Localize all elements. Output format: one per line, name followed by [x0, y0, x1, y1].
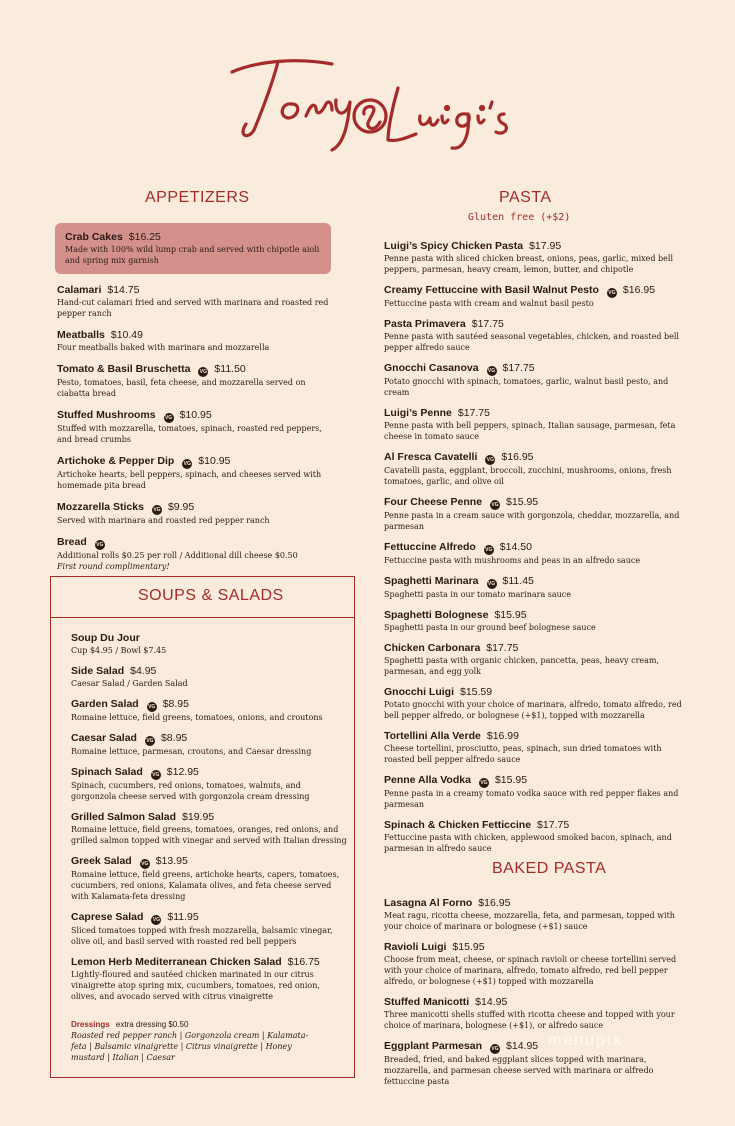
menu-item-name: Pasta Primavera	[384, 318, 466, 330]
menu-item-header	[384, 609, 694, 622]
menu-item-header	[57, 501, 337, 515]
dressings-extra: extra dressing $0.50	[115, 1020, 189, 1029]
vegetarian-icon: VG	[164, 415, 173, 421]
menu-item-name: Greek Salad	[71, 855, 132, 867]
vegetarian-icon: VG	[148, 704, 156, 710]
vegetarian-icon: VG	[199, 369, 208, 375]
menu-item	[71, 632, 347, 656]
menu-item	[57, 284, 337, 319]
menu-item	[384, 240, 694, 275]
menu-item-price: $11.50	[214, 363, 246, 375]
menu-item-description: Fettuccine pasta with mushrooms and peas in an alfredo sauce	[384, 556, 641, 565]
menu-item-description: Meat ragu, ricotta cheese, mozzarella, feta, and parmesan, topped with your choice of marinara or bolognese (+$1) sauce	[384, 911, 675, 931]
menu-item-header	[71, 956, 347, 969]
menu-item-price: $17.75	[486, 642, 519, 654]
menu-item	[384, 1040, 694, 1087]
menu-item-name: Al Fresca Cavatelli	[384, 451, 478, 463]
menu-item-price: $14.95	[506, 1040, 539, 1052]
menu-item	[384, 284, 694, 309]
menu-item	[384, 686, 694, 721]
vegetarian-icon: VG	[152, 772, 160, 778]
menu-item-header	[384, 451, 694, 465]
menu-item-name: Eggplant Parmesan	[384, 1040, 483, 1052]
menu-item-price: $14.50	[499, 541, 532, 553]
menu-item-name: Garden Salad	[71, 698, 139, 710]
menu-item	[57, 455, 337, 491]
menu-item-price: $17.95	[529, 240, 562, 252]
menu-item-description: Breaded, fried, and baked eggplant slices topped with marinara, mozzarella, and parmesan cheese served with marinara or alfredo fettuccine pasta	[384, 1055, 654, 1086]
menu-item-name: Stuffed Manicotti	[384, 996, 470, 1008]
menu-item-header	[71, 698, 347, 712]
menu-item	[384, 541, 694, 566]
menu-item-header	[384, 496, 694, 510]
baked-pasta-title: BAKED PASTA	[492, 860, 607, 877]
menu-item-name: Stuffed Mushrooms	[57, 409, 156, 421]
menu-item-header	[384, 362, 694, 376]
menu-item-price: $14.75	[107, 284, 140, 296]
menu-item-header	[71, 811, 347, 824]
menu-item	[71, 911, 347, 947]
menu-item	[384, 609, 694, 633]
menu-item	[384, 941, 694, 987]
vegetarian-icon: VG	[152, 917, 160, 923]
menu-item-price: $15.95	[506, 496, 539, 508]
menu-item	[55, 223, 331, 274]
menu-item-name: Spinach Salad	[71, 766, 143, 778]
menu-item-price: $8.95	[160, 732, 188, 744]
menu-item-price: $12.95	[166, 766, 199, 778]
dressings-list: Roasted red pepper ranch | Gorgonzola cream | Kalamata-feta | Balsamic vinaigrette | Citrus vinaigrette | Honey mustard | Italian | Caesar	[71, 1031, 309, 1062]
menu-item-price: $15.59	[460, 686, 493, 698]
soups-title: SOUPS & SALADS	[138, 587, 284, 604]
menu-item-header	[71, 732, 347, 746]
menu-item	[57, 501, 337, 526]
menu-item-name: Caprese Salad	[71, 911, 144, 923]
menu-item-description: Made with 100% wild lump crab and served with chipotle aioli and spring mix garnish	[65, 245, 320, 265]
menu-item-name: Grilled Salmon Salad	[71, 811, 177, 823]
menu-item-header	[71, 766, 347, 780]
menu-item	[384, 819, 694, 854]
menu-item-price: $16.95	[478, 897, 511, 909]
menu-item	[57, 329, 337, 353]
menu-item-name: Caesar Salad	[71, 732, 137, 744]
menu-item-description: Potato gnocchi with your choice of marinara, alfredo, tomato alfredo, red bell pepper alfredo, or bolognese (+$1), topped with mozzarella	[384, 700, 682, 720]
restaurant-logo	[220, 44, 520, 164]
menu-item	[384, 642, 694, 677]
dressings	[71, 1019, 319, 1063]
menu-item-header	[71, 665, 347, 678]
menu-item-header	[384, 318, 694, 331]
menu-item-header	[384, 575, 694, 589]
menu-item-name: Spaghetti Marinara	[384, 575, 479, 587]
menu-item-price: $11.95	[167, 911, 199, 923]
menu-item-name: Side Salad	[71, 665, 125, 677]
vegetarian-icon: VG	[183, 461, 191, 467]
menu-item	[71, 732, 347, 757]
menu-item-header	[384, 642, 694, 655]
menu-item-note: First round complimentary!	[57, 562, 170, 571]
menu-item-description: Romaine lettuce, field greens, tomatoes, onions, and croutons	[71, 713, 323, 722]
vegetarian-icon: VG	[146, 738, 154, 744]
menu-item-header	[384, 541, 694, 555]
menu-item	[57, 409, 337, 445]
menu-item-header	[57, 409, 337, 423]
baked-pasta-list	[384, 897, 694, 1096]
menu-item	[57, 363, 337, 399]
menu-item-name: Bread	[57, 536, 87, 548]
menu-item-name: Ravioli Luigi	[384, 941, 447, 953]
menu-item	[384, 774, 694, 810]
menu-item-header	[57, 363, 337, 377]
menu-item-name: Spinach & Chicken Fetticcine	[384, 819, 532, 831]
pasta-list	[384, 240, 694, 863]
menu-item-description: Potato gnocchi with spinach, tomatoes, garlic, walnut basil pesto, and cream	[384, 377, 669, 397]
menu-item-description: Spaghetti pasta in our tomato marinara sauce	[384, 590, 572, 599]
menu-item-header	[384, 774, 694, 788]
menu-item	[71, 698, 347, 723]
menu-item-description: Penne pasta with sliced chicken breast, onions, peas, garlic, mixed bell peppers, parmesan, heavy cream, lemon, butter, and chipotle	[384, 254, 674, 274]
menu-item-price: $15.95	[494, 609, 527, 621]
menu-item-price: $17.75	[471, 318, 504, 330]
menu-item-description: Caesar Salad / Garden Salad	[71, 679, 188, 688]
menu-item-price: $17.75	[537, 819, 570, 831]
appetizers-title: APPETIZERS	[145, 189, 250, 206]
menu-item-header	[71, 855, 347, 869]
menu-item	[384, 496, 694, 532]
vegetarian-icon: VG	[486, 457, 494, 463]
vegetarian-icon: VG	[491, 502, 499, 508]
menu-item-description: Sliced tomatoes topped with fresh mozzarella, balsamic vinegar, olive oil, and basil served with roasted red bell peppers	[71, 926, 333, 946]
menu-item-name: Mozzarella Sticks	[57, 501, 144, 513]
menu-item-header	[384, 284, 694, 298]
menu-item-price: $17.75	[502, 362, 535, 374]
menu-item-name: Crab Cakes	[65, 231, 123, 243]
menu-item-price: $10.95	[179, 409, 212, 421]
dressings-label: Dressings	[71, 1020, 110, 1029]
vegetarian-icon: VG	[153, 507, 161, 513]
menu-item-description: Cup $4.95 / Bowl $7.45	[71, 646, 167, 655]
menu-item-description: Romaine lettuce, parmesan, croutons, and Caesar dressing	[71, 747, 312, 756]
menu-item-header	[384, 407, 694, 420]
menu-item-header	[57, 284, 337, 297]
menu-item-description: Lightly-floured and sautéed chicken marinated in our citrus vinaigrette atop spring mix, cucumbers, tomatoes, red onion, olives, and avocado served with citrus vinaigrette	[71, 970, 320, 1001]
menu-item-description: Choose from meat, cheese, or spinach ravioli or cheese tortellini served with your choice of marinara, alfredo, tomato alfredo, red bell pepper alfredo, or bolognese (+$1) topped with mozzarella	[384, 955, 677, 986]
vegetarian-icon: VG	[141, 861, 149, 867]
menu-item-name: Calamari	[57, 284, 102, 296]
menu-item	[71, 956, 347, 1002]
vegetarian-icon: VG	[96, 542, 104, 548]
menu-item-name: Creamy Fettuccine with Basil Walnut Pesto	[384, 284, 599, 296]
menu-item-description: Penne pasta with sautéed seasonal vegetables, chicken, and roasted bell pepper alfredo sauce	[384, 332, 679, 352]
menu-item-header	[384, 240, 694, 253]
pasta-title: PASTA	[499, 189, 552, 206]
menu-item-description: Fettuccine pasta with cream and walnut basil pesto	[384, 299, 594, 308]
menu-item	[384, 730, 694, 765]
menu-item-description: Additional rolls $0.25 per roll / Additional dill cheese $0.50	[57, 551, 298, 560]
menu-item	[384, 996, 694, 1031]
menu-item-name: Tomato & Basil Bruschetta	[57, 363, 191, 375]
menu-item-header	[71, 632, 347, 645]
menu-item-name: Artichoke & Pepper Dip	[57, 455, 175, 467]
menu-item-header	[65, 231, 321, 244]
menu-item-price: $8.95	[162, 698, 189, 710]
menu-item-header	[57, 536, 337, 550]
menu-item-description: Stuffed with mozzarella, tomatoes, spinach, roasted red peppers, and bread crumbs	[57, 424, 322, 444]
menu-item-price: $10.95	[198, 455, 231, 467]
soups-list	[71, 632, 347, 1011]
menu-item-header	[384, 996, 694, 1009]
menu-item	[384, 362, 694, 398]
menu-item	[71, 766, 347, 802]
vegetarian-icon: VG	[608, 290, 616, 296]
menu-item-name: Meatballs	[57, 329, 105, 341]
menu-item-price: $16.25	[128, 231, 161, 243]
menu-item-header	[384, 686, 694, 699]
menu-item-description: Penne pasta in a creamy tomato vodka sauce with red pepper flakes and parmesan	[384, 789, 679, 809]
menu-item-name: Gnocchi Casanova	[384, 362, 479, 374]
menu-item-price: $11.45	[502, 575, 534, 587]
menu-item-name: Gnocchi Luigi	[384, 686, 454, 698]
menu-item-description: Pesto, tomatoes, basil, feta cheese, and mozzarella served on ciabatta bread	[57, 378, 306, 398]
menu-item-name: Chicken Carbonara	[384, 642, 481, 654]
menu-item-price: $16.95	[501, 451, 534, 463]
menu-item-price: $17.75	[457, 407, 490, 419]
menu-item-header	[384, 1040, 694, 1054]
menu-item-description: Hand-cut calamari fried and served with marinara and roasted red pepper ranch	[57, 298, 329, 318]
menu-item	[384, 407, 694, 442]
menu-item-description: Spinach, cucumbers, red onions, tomatoes, walnuts, and gorgonzola cheese served with gorgonzola cream dressing	[71, 781, 310, 801]
menu-item-header	[71, 911, 347, 925]
menu-item-name: Soup Du Jour	[71, 632, 140, 644]
menu-item-header	[384, 941, 694, 954]
menu-item-description: Spaghetti pasta with organic chicken, pancetta, peas, heavy cream, parmesan, and egg yolk	[384, 656, 660, 676]
watermark: menupix	[548, 1032, 623, 1049]
menu-item-price: $16.95	[622, 284, 656, 296]
menu-item-description: Cheese tortellini, prosciutto, peas, spinach, sun dried tomatoes with roasted bell pepper alfredo sauce	[384, 744, 662, 764]
menu-item-price: $10.49	[110, 329, 143, 341]
menu-item-name: Four Cheese Penne	[384, 496, 483, 508]
menu-item-price: $4.95	[130, 665, 157, 677]
menu-item	[57, 536, 337, 572]
menu-item	[71, 665, 347, 689]
menu-item	[384, 575, 694, 600]
menu-item-price: $9.95	[167, 501, 195, 513]
menu-item-header	[384, 730, 694, 743]
menu-item	[384, 897, 694, 932]
soups-divider	[51, 617, 354, 618]
menu-item-price: $14.95	[475, 996, 508, 1008]
menu-item-price: $16.75	[287, 956, 320, 968]
menu-item-description: Served with marinara and roasted red pepper ranch	[57, 516, 270, 525]
menu-item-price: $15.95	[494, 774, 528, 786]
menu-item-description: Romaine lettuce, field greens, artichoke hearts, capers, tomatoes, cucumbers, red onions, Kalamata olives, and feta cheese served with Kalamata-feta dressing	[71, 870, 340, 901]
menu-item-name: Luigi’s Spicy Chicken Pasta	[384, 240, 524, 252]
menu-item-price: $15.95	[452, 941, 485, 953]
menu-item	[384, 451, 694, 487]
menu-item-name: Lasagna Al Forno	[384, 897, 473, 909]
vegetarian-icon: VG	[485, 547, 493, 553]
menu-item-description: Artichoke hearts, bell peppers, spinach, and cheeses served with homemade pita bread	[57, 470, 322, 490]
menu-item-header	[384, 897, 694, 910]
menu-item-description: Penne pasta in a cream sauce with gorgonzola, cheddar, mozzarella, and parmesan	[384, 511, 680, 531]
menu-item	[71, 855, 347, 902]
menu-item-name: Tortellini Alla Verde	[384, 730, 481, 742]
menu-item-description: Penne pasta with bell peppers, spinach, Italian sausage, parmesan, feta cheese in tomato sauce	[384, 421, 676, 441]
menu-item-header	[384, 819, 694, 832]
vegetarian-icon: VG	[487, 581, 496, 587]
menu-item-price: $19.95	[182, 811, 215, 823]
menu-item-description: Four meatballs baked with marinara and mozzarella	[57, 343, 270, 352]
menu-item-description: Romaine lettuce, field greens, tomatoes, oranges, red onions, and grilled salmon topped with vinegar and served with Italian dressing	[71, 825, 347, 845]
menu-item-name: Spaghetti Bolognese	[384, 609, 489, 621]
menu-item	[384, 318, 694, 353]
menu-item-description: Cavatelli pasta, eggplant, broccoli, zucchini, mushrooms, onions, fresh tomatoes, garlic, and olive oil	[384, 466, 672, 486]
appetizers-list	[57, 223, 337, 582]
menu-item-description: Spaghetti pasta in our ground beef bolognese sauce	[384, 623, 596, 632]
vegetarian-icon: VG	[491, 1046, 499, 1052]
menu-item-name: Penne Alla Vodka	[384, 774, 471, 786]
menu-item-name: Lemon Herb Mediterranean Chicken Salad	[71, 956, 282, 968]
vegetarian-icon: VG	[487, 368, 496, 374]
menu-item-name: Luigi’s Penne	[384, 407, 452, 419]
menu-item-name: Fettuccine Alfredo	[384, 541, 476, 553]
menu-item-header	[57, 455, 337, 469]
menu-item-header	[57, 329, 337, 342]
gluten-free-note: Gluten free (+$2)	[468, 212, 571, 223]
menu-item-description: Fettuccine pasta with chicken, applewood smoked bacon, spinach, and parmesan in alfredo sauce	[384, 833, 672, 853]
menu-item	[71, 811, 347, 846]
menu-item-description: Three manicotti shells stuffed with ricotta cheese and topped with your choice of marinara, bolognese (+$1), or alfredo sauce	[384, 1010, 675, 1030]
menu-item-price: $16.99	[486, 730, 519, 742]
vegetarian-icon: VG	[480, 780, 488, 786]
menu-item-price: $13.95	[155, 855, 188, 867]
